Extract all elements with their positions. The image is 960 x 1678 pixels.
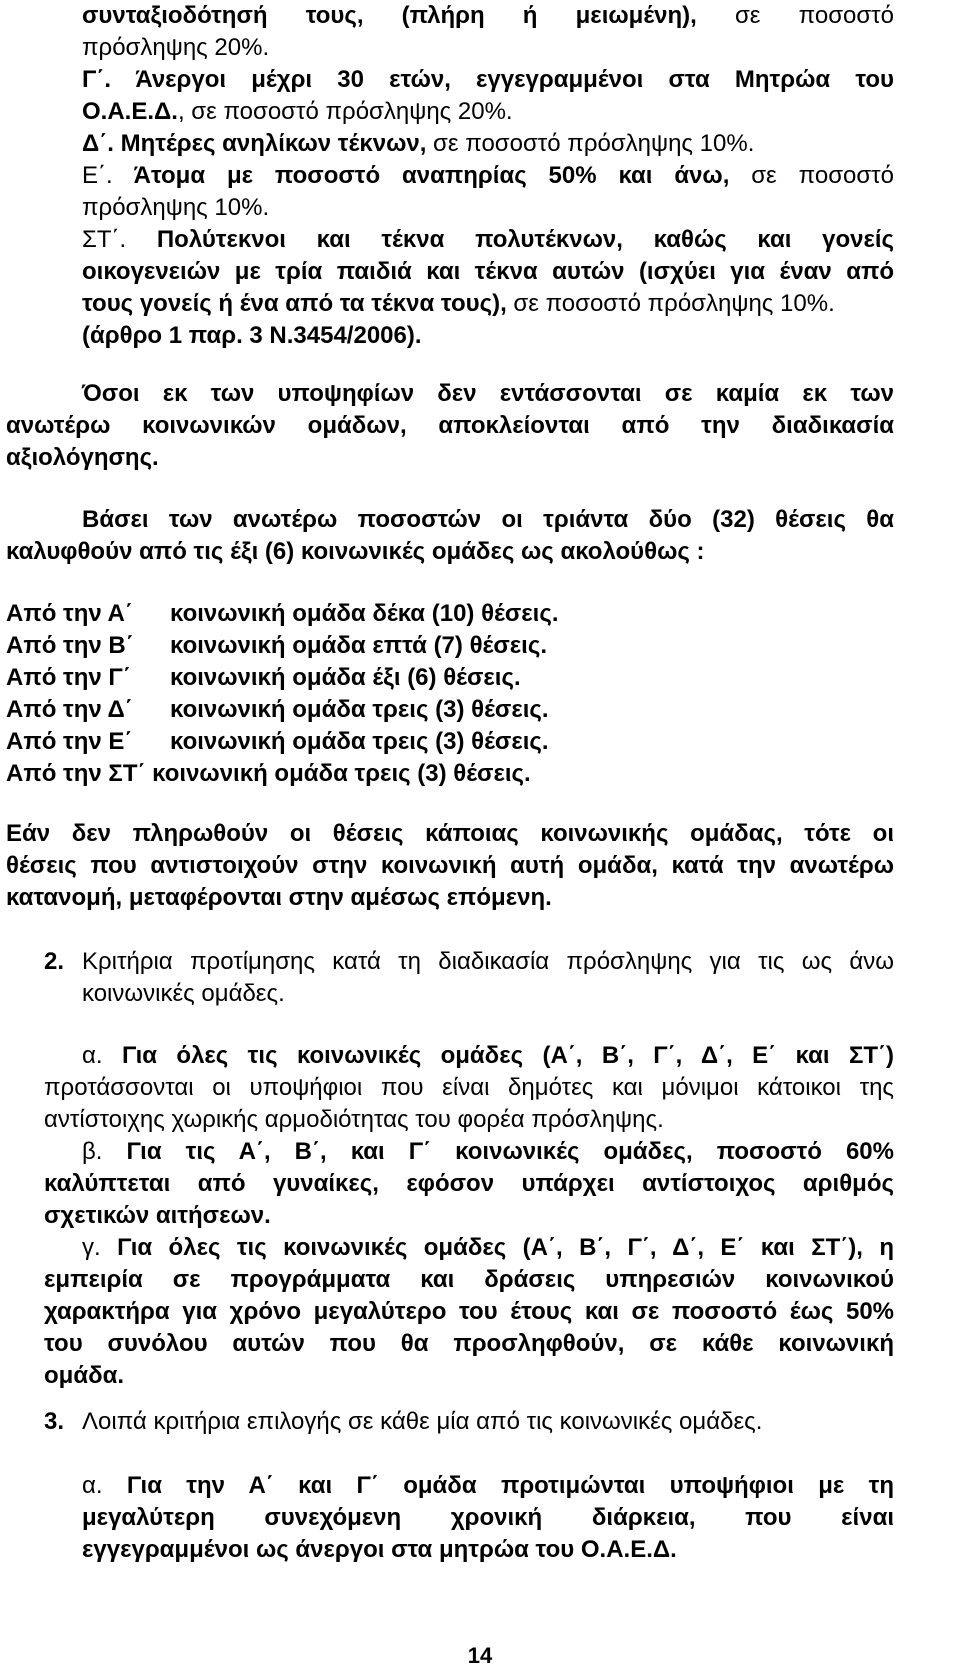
criteria-c-line-3: χαρακτήρα για χρόνο μεγαλύτερο του έτους και σε ποσοστό έως 50% xyxy=(44,1298,894,1325)
criteria-a-line-3: αντίστοιχης χωρικής αρμοδιότητας του φορέα πρόσληψης. xyxy=(44,1106,664,1133)
group-d-line: Δ΄. Μητέρες ανηλίκων τέκνων, σε ποσοστό πρόσληψης 10%. xyxy=(82,130,755,157)
group-e-line-2: πρόσληψης 10%. xyxy=(82,194,270,221)
group-g-line-2: Ο.Α.Ε.Δ., σε ποσοστό πρόσληψης 20%. xyxy=(82,98,513,125)
page-number: 14 xyxy=(467,1643,493,1668)
excluded-line-3: αξιολόγησης. xyxy=(6,444,159,471)
group-st-line-3: τους γονείς ή ένα από τα τέκνα τους), σε ποσοστό πρόσληψης 10%. xyxy=(82,290,835,317)
unfilled-paragraph xyxy=(6,818,894,914)
criteria-b-line-1: β. Για τις Α΄, Β΄, και Γ΄ κοινωνικές ομάδες, ποσοστό 60% xyxy=(82,1138,894,1165)
allocation-group-label: Από την Δ΄ xyxy=(6,696,133,723)
allocation-group-text: κοινωνική ομάδα τρεις (3) θέσεις. xyxy=(170,696,549,723)
criteria-3-a-line-1: α. Για την Α΄ και Γ΄ ομάδα προτιμώνται υποψήφιοι με τη xyxy=(82,1472,894,1499)
criteria-b-line-2: καλύπτεται από γυναίκες, εφόσον υπάρχει αντίστοιχος αριθμός xyxy=(44,1170,894,1197)
unfilled-line-3: κατανομή, μεταφέρονται στην αμέσως επόμενη. xyxy=(6,884,552,911)
section-3 xyxy=(44,1406,894,1438)
group-st-line-2: οικογενειών με τρία παιδιά και τέκνα αυτών (ισχύει για έναν από xyxy=(82,258,894,285)
basis-line-2: καλυφθούν από τις έξι (6) κοινωνικές ομάδες ως ακολούθως : xyxy=(6,538,705,565)
section-2 xyxy=(44,946,894,1010)
allocation-group-label: Από την Ε΄ xyxy=(6,728,133,755)
criteria-c-line-5: ομάδα. xyxy=(44,1362,125,1389)
allocation-row xyxy=(6,726,894,758)
criteria-a xyxy=(44,1040,894,1136)
allocation-row xyxy=(6,630,894,662)
criteria-c-line-2: εμπειρία σε προγράμματα και δράσεις υπηρεσιών κοινωνικού xyxy=(44,1266,894,1293)
group-st-line-1: ΣΤ΄. Πολύτεκνοι και τέκνα πολυτέκνων, καθώς και γονείς xyxy=(82,226,894,253)
allocation-group-text: κοινωνική ομάδα δέκα (10) θέσεις. xyxy=(170,600,559,627)
allocation-group-label: Από την Β΄ xyxy=(6,632,134,659)
unfilled-line-2: θέσεις που αντιστοιχούν στην κοινωνική αυτή ομάδα, κατά την ανωτέρω xyxy=(6,852,894,879)
group-e-line-1: Ε΄. Άτομα με ποσοστό αναπηρίας 50% και άνω, σε ποσοστό xyxy=(82,162,894,189)
group-g-line-1: Γ΄. Άνεργοι μέχρι 30 ετών, εγγεγραμμένοι στα Μητρώα του xyxy=(82,66,894,93)
criteria-3-a-line-2: μεγαλύτερη συνεχόμενη χρονική διάρκεια, που είναι xyxy=(82,1504,894,1531)
allocation-row xyxy=(6,662,894,694)
group-allocation-list xyxy=(6,598,894,790)
section-3-line-1: Λοιπά κριτήρια επιλογής σε κάθε μία από τις κοινωνικές ομάδες. xyxy=(82,1408,763,1435)
criteria-b xyxy=(44,1136,894,1232)
section-2-line-1: Κριτήρια προτίμησης κατά τη διαδικασία πρόσληψης για τις ως άνω xyxy=(82,948,894,975)
criteria-3-a xyxy=(82,1470,894,1566)
allocation-group-label: Από την Γ΄ xyxy=(6,664,131,691)
criteria-c-line-1: γ. Για όλες τις κοινωνικές ομάδες (Α΄, Β΄, Γ΄, Δ΄, Ε΄ και ΣΤ΄), η xyxy=(82,1234,894,1261)
group-st-line-4: (άρθρο 1 παρ. 3 Ν.3454/2006). xyxy=(82,322,422,349)
allocation-row xyxy=(6,758,894,790)
criteria-c xyxy=(44,1232,894,1392)
allocation-group-label: Από την ΣΤ΄ xyxy=(6,760,146,787)
allocation-group-text: κοινωνική ομάδα τρεις (3) θέσεις. xyxy=(170,728,549,755)
criteria-c-line-4: του συνόλου αυτών που θα προσληφθούν, σε κάθε κοινωνική xyxy=(44,1330,894,1357)
allocation-group-text: κοινωνική ομάδα έξι (6) θέσεις. xyxy=(170,664,521,691)
section-2-line-2: κοινωνικές ομάδες. xyxy=(82,980,285,1007)
allocation-row xyxy=(6,598,894,630)
criteria-3-a-line-3: εγγεγραμμένοι ως άνεργοι στα μητρώα του Ο.Α.Ε.Δ. xyxy=(82,1536,677,1563)
criteria-a-line-2: προτάσσονται οι υποψήφιοι που είναι δημότες και μόνιμοι κάτοικοι της xyxy=(44,1074,894,1101)
excluded-line-2: ανωτέρω κοινωνικών ομάδων, αποκλείονται από την διαδικασία xyxy=(6,412,894,439)
criteria-a-line-1: α. Για όλες τις κοινωνικές ομάδες (Α΄, Β΄, Γ΄, Δ΄, Ε΄ και ΣΤ΄) xyxy=(82,1042,894,1069)
allocation-group-text: κοινωνική ομάδα επτά (7) θέσεις. xyxy=(170,632,547,659)
basis-line-1: Βάσει των ανωτέρω ποσοστών οι τριάντα δύο (32) θέσεις θα xyxy=(82,506,894,533)
section-2-number: 2. xyxy=(44,948,65,975)
allocation-group-label: Από την Α΄ xyxy=(6,600,133,627)
intro-line-2: πρόσληψης 20%. xyxy=(82,34,270,61)
unfilled-line-1: Εάν δεν πληρωθούν οι θέσεις κάποιας κοινωνικής ομάδας, τότε οι xyxy=(6,820,894,847)
excluded-line-1: Όσοι εκ των υποψηφίων δεν εντάσσονται σε καμία εκ των xyxy=(82,380,894,407)
basis-paragraph xyxy=(6,504,894,568)
allocation-row xyxy=(6,694,894,726)
excluded-paragraph xyxy=(6,378,894,474)
intro-list xyxy=(82,0,894,352)
intro-line-1: συνταξιοδότησή τους, (πλήρη ή μειωμένη), σε ποσοστό xyxy=(82,2,894,29)
allocation-group-text: κοινωνική ομάδα τρεις (3) θέσεις. xyxy=(152,760,531,787)
section-3-number: 3. xyxy=(44,1408,65,1435)
criteria-b-line-3: σχετικών αιτήσεων. xyxy=(44,1202,271,1229)
